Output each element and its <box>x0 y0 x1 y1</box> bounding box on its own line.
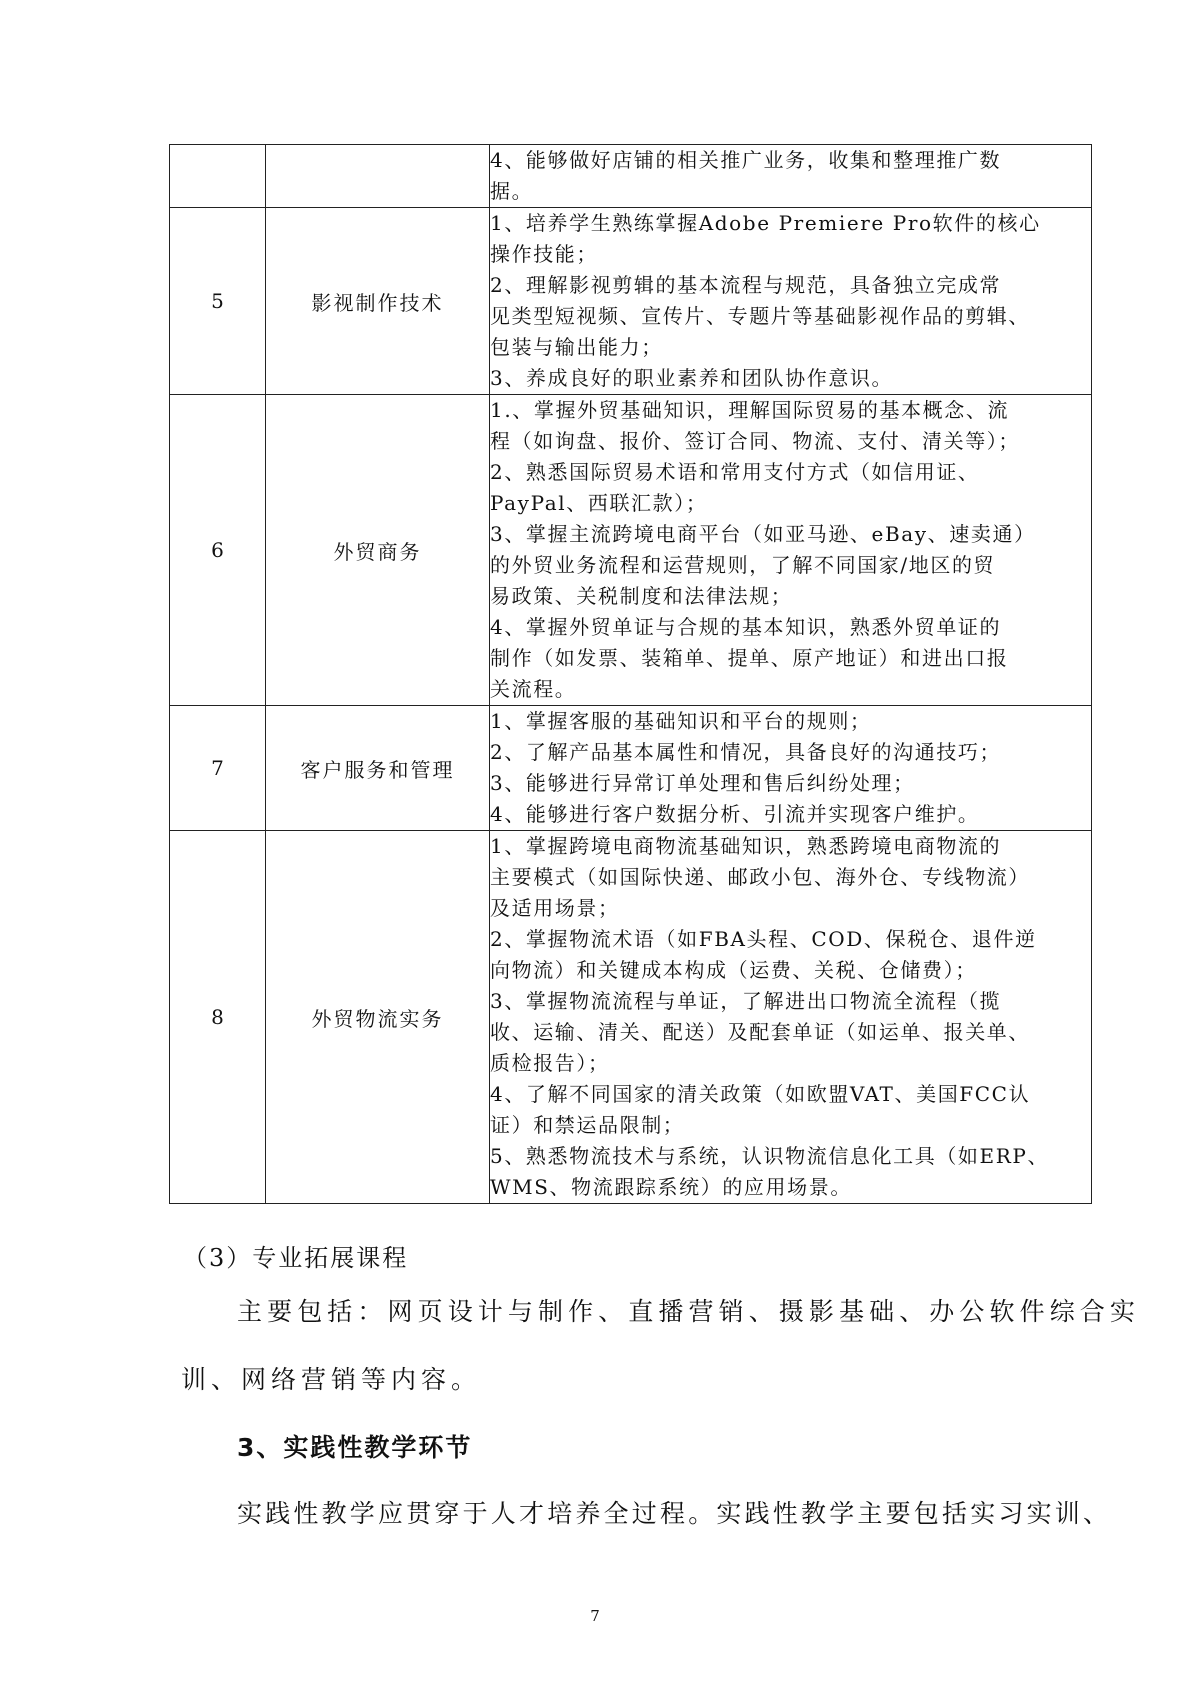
objective-line: 3、能够进行异常订单处理和售后纠纷处理； <box>490 771 915 795</box>
objective-line: 的外贸业务流程和运营规则，了解不同国家/地区的贸 <box>490 553 996 577</box>
course-table <box>169 144 1092 1204</box>
objective-line: 质检报告）； <box>490 1051 610 1075</box>
course-name-cell: 外贸物流实务 <box>266 831 490 1204</box>
objective-line: 2、熟悉国际贸易术语和常用支付方式（如信用证、 <box>490 460 980 484</box>
table-row <box>170 208 1092 395</box>
objective-line: 1、掌握跨境电商物流基础知识，熟悉跨境电商物流的 <box>490 834 1002 858</box>
course-objectives-cell <box>490 831 1092 1204</box>
course-number-cell: 8 <box>170 831 266 1204</box>
objective-line: 5、熟悉物流技术与系统，认识物流信息化工具（如ERP、 <box>490 1144 1050 1168</box>
objective-line: 程（如询盘、报价、签订合同、物流、支付、清关等）； <box>490 429 1020 453</box>
objective-line: 1.、掌握外贸基础知识，理解国际贸易的基本概念、流 <box>490 398 1010 422</box>
objective-line: 关流程。 <box>490 677 577 701</box>
objective-line: PayPal、西联汇款）； <box>490 491 708 515</box>
course-objectives-cell <box>490 706 1092 831</box>
section-subheading: （3）专业拓展课程 <box>183 1244 409 1272</box>
objective-line: 包装与输出能力； <box>490 335 663 359</box>
paragraph-line: 主要包括：网页设计与制作、直播营销、摄影基础、办公软件综合实 <box>237 1297 1141 1326</box>
objective-line: 4、掌握外贸单证与合规的基本知识，熟悉外贸单证的 <box>490 615 1002 639</box>
table-row <box>170 706 1092 831</box>
table-row <box>170 145 1092 208</box>
objective-line: 操作技能； <box>490 242 598 266</box>
objective-line: 见类型短视频、宣传片、专题片等基础影视作品的剪辑、 <box>490 304 1030 328</box>
objective-line: 2、理解影视剪辑的基本流程与规范，具备独立完成常 <box>490 273 1002 297</box>
objective-line: WMS、物流跟踪系统）的应用场景。 <box>490 1175 852 1199</box>
course-number-cell: 7 <box>170 706 266 831</box>
objective-line: 据。 <box>490 179 534 203</box>
page-number: 7 <box>590 1607 600 1625</box>
objective-line: 向物流）和关键成本构成（运费、关税、仓储费）； <box>490 958 977 982</box>
course-objectives-cell <box>490 145 1092 208</box>
objective-line: 4、能够做好店铺的相关推广业务，收集和整理推广数 <box>490 148 1002 172</box>
objective-line: 制作（如发票、装箱单、提单、原产地证）和进出口报 <box>490 646 1009 670</box>
objective-line: 4、能够进行客户数据分析、引流并实现客户维护。 <box>490 802 980 826</box>
objective-line: 2、了解产品基本属性和情况，具备良好的沟通技巧； <box>490 740 1002 764</box>
objective-line: 3、掌握物流流程与单证，了解进出口物流全流程（揽 <box>490 989 1002 1013</box>
course-objectives-cell <box>490 395 1092 706</box>
paragraph-line: 实践性教学应贯穿于人才培养全过程。实践性教学主要包括实习实训、 <box>237 1499 1112 1528</box>
course-number-cell <box>170 145 266 208</box>
objective-line: 2、掌握物流术语（如FBA头程、COD、保税仓、退件逆 <box>490 927 1037 951</box>
table-row <box>170 395 1092 706</box>
table-row <box>170 831 1092 1204</box>
course-objectives-cell <box>490 208 1092 395</box>
course-number-cell: 6 <box>170 395 266 706</box>
course-number-cell: 5 <box>170 208 266 395</box>
objective-line: 1、掌握客服的基础知识和平台的规则； <box>490 709 872 733</box>
objective-line: 及适用场景； <box>490 896 620 920</box>
course-name-cell <box>266 145 490 208</box>
objective-line: 主要模式（如国际快递、邮政小包、海外仓、专线物流） <box>490 865 1030 889</box>
paragraph-line: 训、网络营销等内容。 <box>181 1365 482 1394</box>
objective-line: 4、了解不同国家的清关政策（如欧盟VAT、美国FCC认 <box>490 1082 1031 1106</box>
objective-line: 易政策、关税制度和法律法规； <box>490 584 793 608</box>
course-name-cell: 外贸商务 <box>266 395 490 706</box>
objective-line: 收、运输、清关、配送）及配套单证（如运单、报关单、 <box>490 1020 1030 1044</box>
course-name-cell: 影视制作技术 <box>266 208 490 395</box>
objective-line: 1、培养学生熟练掌握Adobe Premiere Pro软件的核心 <box>490 211 1041 235</box>
section-heading: 3、实践性教学环节 <box>237 1433 473 1462</box>
course-name-cell: 客户服务和管理 <box>266 706 490 831</box>
objective-line: 证）和禁运品限制； <box>490 1113 685 1137</box>
objective-line: 3、掌握主流跨境电商平台（如亚马逊、eBay、速卖通） <box>490 522 1036 546</box>
objective-line: 3、养成良好的职业素养和团队协作意识。 <box>490 366 894 390</box>
